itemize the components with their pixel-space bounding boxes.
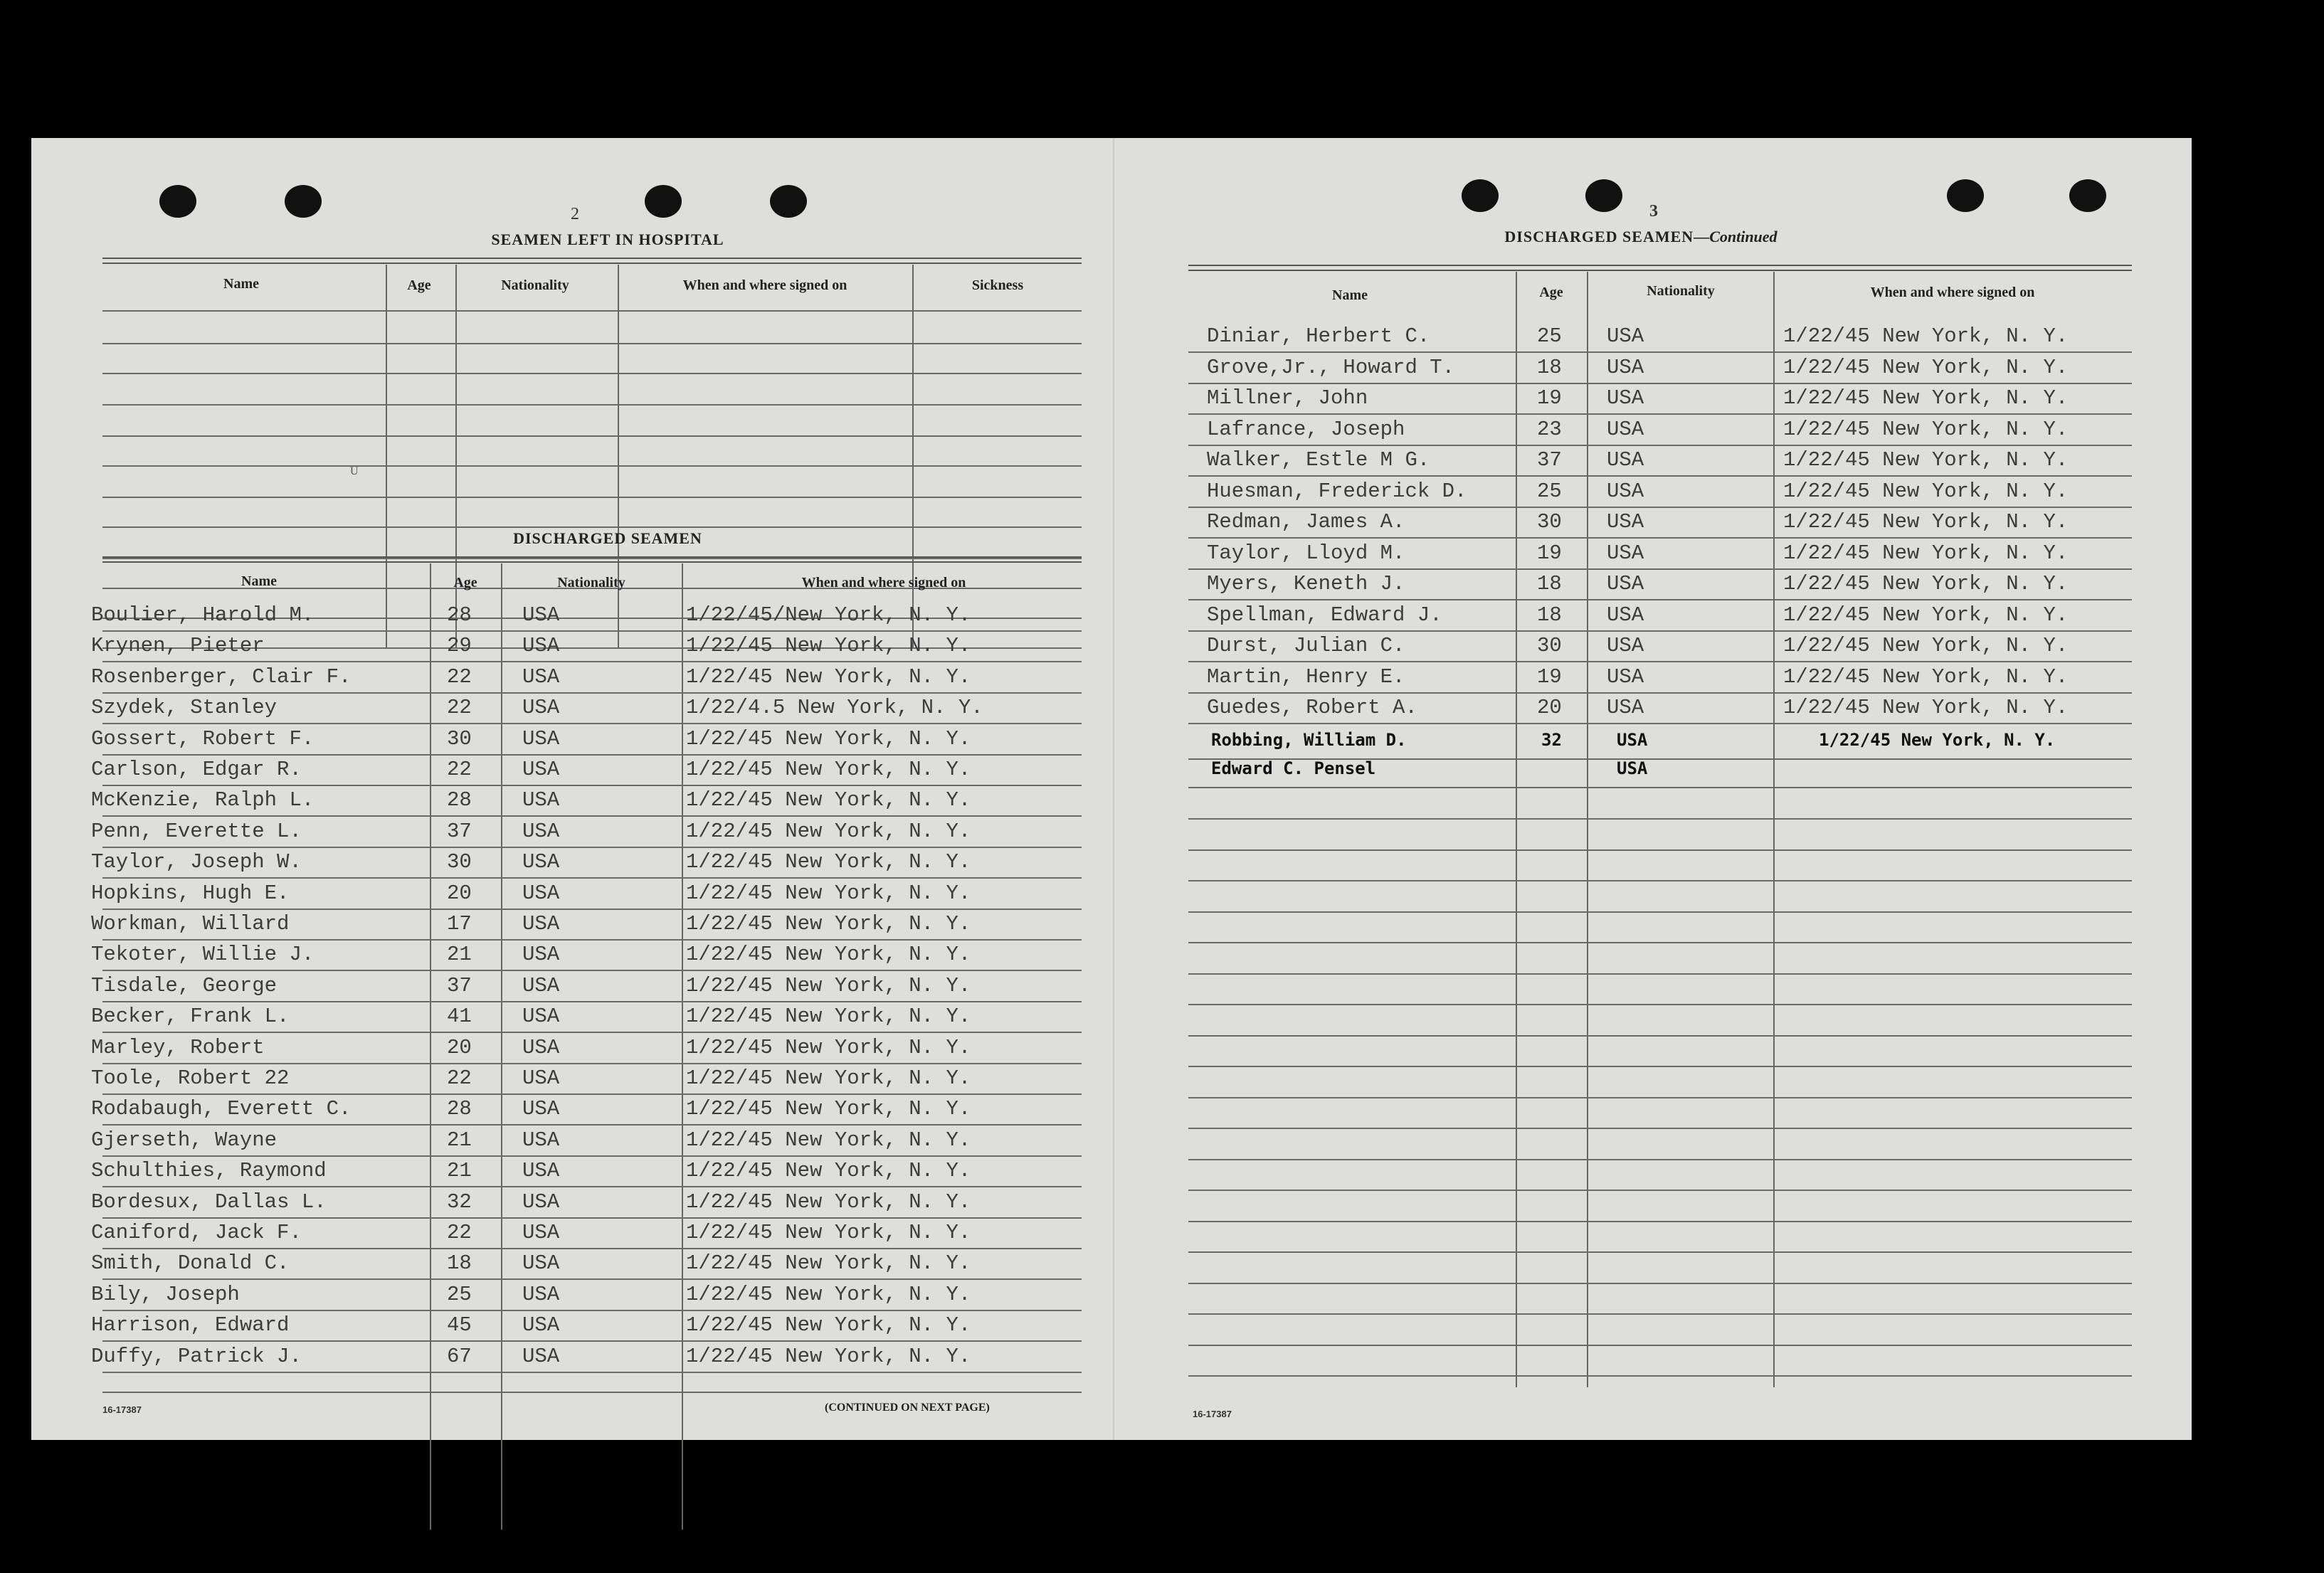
cell-age: 37	[447, 820, 472, 843]
form-number: 16-17387	[102, 1404, 142, 1415]
ruled-line	[102, 1278, 1082, 1280]
ruled-line	[1188, 1251, 2132, 1253]
cell-nationality: USA	[1607, 634, 1644, 657]
cell-age: 19	[1537, 541, 1562, 565]
ruled-line	[1188, 1221, 2132, 1222]
cell-name: Taylor, Lloyd M.	[1207, 541, 1405, 565]
column-divider	[386, 265, 387, 649]
table-row	[1114, 730, 2193, 761]
cell-name: Becker, Frank L.	[91, 1005, 290, 1028]
cell-nationality: USA	[1607, 386, 1644, 410]
cell-name: Penn, Everette L.	[91, 820, 302, 843]
cell-age: 19	[1537, 665, 1562, 689]
ruled-line	[1188, 383, 2132, 384]
discharged-section-title: DISCHARGED SEAMEN	[513, 529, 702, 547]
cell-signed-on: 1/22/45 New York, N. Y.	[686, 1066, 971, 1090]
ruled-line	[1188, 942, 2132, 943]
cell-nationality: USA	[522, 1345, 560, 1368]
cell-name: Diniar, Herbert C.	[1207, 324, 1430, 348]
cell-age: 30	[447, 850, 472, 874]
cell-nationality: USA	[522, 1097, 560, 1121]
cell-nationality: USA	[522, 881, 560, 905]
punch-hole	[285, 185, 322, 218]
cell-name: Martin, Henry E.	[1207, 665, 1405, 689]
cell-name: Duffy, Patrick J.	[91, 1345, 302, 1368]
hospital-header-sickness: Sickness	[971, 277, 1024, 293]
ruled-line	[102, 847, 1082, 848]
cell-name: Myers, Keneth J.	[1207, 572, 1405, 595]
cell-name: Walker, Estle M G.	[1207, 448, 1430, 472]
ruled-line	[1188, 413, 2132, 415]
cell-name: Tisdale, George	[91, 974, 278, 997]
ruled-line	[102, 661, 1082, 662]
cell-name: Bordesux, Dallas L.	[91, 1190, 327, 1214]
cell-name: Schulthies, Raymond	[91, 1159, 327, 1182]
cell-name: Gjerseth, Wayne	[91, 1128, 278, 1152]
cell-age: 22	[447, 1066, 472, 1090]
ruled-line	[102, 526, 1082, 528]
ruled-line	[102, 1032, 1082, 1033]
double-rule	[102, 556, 1082, 563]
ruled-line	[102, 909, 1082, 910]
double-rule	[1188, 265, 2132, 271]
cell-age: 18	[1537, 356, 1562, 379]
ruled-line	[102, 754, 1082, 756]
cell-age: 37	[1537, 448, 1562, 472]
cell-name: Tekoter, Willie J.	[91, 943, 315, 966]
ruled-line	[102, 343, 1082, 344]
cell-name: Smith, Donald C.	[91, 1251, 290, 1275]
continued-note: (CONTINUED ON NEXT PAGE)	[825, 1402, 990, 1414]
ruled-line	[102, 404, 1082, 406]
ruled-line	[102, 497, 1082, 498]
punch-hole	[2069, 179, 2106, 212]
cell-nationality: USA	[522, 943, 560, 966]
ruled-line	[102, 435, 1082, 437]
cell-age: 21	[447, 1159, 472, 1182]
cell-signed-on: 1/22/45 New York, N. Y.	[686, 788, 971, 812]
ruled-line	[1188, 818, 2132, 820]
ruled-line	[102, 970, 1082, 971]
cell-age: 28	[447, 788, 472, 812]
cell-signed-on: 1/22/45 New York, N. Y.	[1783, 480, 2069, 503]
ruled-line	[1188, 661, 2132, 662]
ruled-line	[102, 1155, 1082, 1157]
cell-age: 30	[1537, 634, 1562, 657]
ruled-line	[102, 373, 1082, 374]
punch-hole	[1947, 179, 1984, 212]
ruled-line	[102, 1248, 1082, 1249]
cell-nationality: USA	[1607, 665, 1644, 689]
cell-name: Huesman, Frederick D.	[1207, 480, 1467, 503]
ruled-line	[102, 1310, 1082, 1311]
cell-name: Harrison, Edward	[91, 1313, 290, 1337]
cell-name: Lafrance, Joseph	[1207, 418, 1405, 441]
cell-age: 30	[1537, 510, 1562, 534]
cell-age: 32	[1541, 730, 1562, 750]
cell-signed-on: 1/22/45 New York, N. Y.	[1783, 603, 2069, 627]
cell-age: 19	[1537, 386, 1562, 410]
title-continued: —Continued	[1694, 228, 1778, 245]
cell-signed-on: 1/22/45 New York, N. Y.	[1783, 634, 2069, 657]
cell-nationality: USA	[1607, 541, 1644, 565]
ruled-line	[102, 630, 1082, 632]
header-name: Name	[1332, 287, 1368, 303]
cell-signed-on: 1/22/45 New York, N. Y.	[686, 850, 971, 874]
cell-name: Grove,Jr., Howard T.	[1207, 356, 1455, 379]
cell-name: Szydek, Stanley	[91, 696, 278, 719]
page-number: 2	[571, 205, 579, 223]
cell-signed-on: 1/22/45/New York, N. Y.	[686, 603, 971, 627]
cell-signed-on: 1/22/45 New York, N. Y.	[1783, 356, 2069, 379]
hospital-header-nationality: Nationality	[501, 277, 569, 293]
ruled-line	[102, 692, 1082, 694]
header-age: Age	[1539, 285, 1563, 300]
cell-name: Workman, Willard	[91, 912, 290, 936]
ruled-line	[1188, 351, 2132, 353]
cell-name: Carlson, Edgar R.	[91, 758, 302, 781]
ruled-line	[1188, 507, 2132, 508]
cell-nationality: USA	[522, 634, 560, 657]
ruled-line	[1188, 599, 2132, 600]
cell-nationality: USA	[1607, 324, 1644, 348]
hospital-header-signed-on: When and where signed on	[682, 277, 847, 293]
ruled-line	[1188, 849, 2132, 851]
cell-signed-on: 1/22/45 New York, N. Y.	[1783, 418, 2069, 441]
cell-age: 18	[447, 1251, 472, 1275]
ruled-line	[1188, 723, 2132, 724]
cell-nationality: USA	[1607, 356, 1644, 379]
punch-hole	[645, 185, 682, 218]
cell-signed-on: 1/22/45 New York, N. Y.	[1783, 510, 2069, 534]
cell-nationality: USA	[522, 1190, 560, 1214]
cell-age: 23	[1537, 418, 1562, 441]
ruled-line	[1188, 1313, 2132, 1315]
ruled-line	[102, 785, 1082, 786]
ruled-line	[102, 723, 1082, 724]
cell-age: 18	[1537, 572, 1562, 595]
cell-signed-on: 1/22/45 New York, N. Y.	[1783, 386, 2069, 410]
ruled-line	[102, 1001, 1082, 1002]
cell-nationality: USA	[522, 1066, 560, 1090]
cell-signed-on: 1/22/45 New York, N. Y.	[1783, 541, 2069, 565]
cell-signed-on: 1/22/45 New York, N. Y.	[686, 665, 971, 689]
page-title	[1413, 228, 1869, 246]
left-page	[31, 138, 1113, 1440]
cell-nationality: USA	[522, 912, 560, 936]
cell-signed-on: 1/22/45 New York, N. Y.	[1783, 696, 2069, 719]
ruled-line	[1188, 1128, 2132, 1129]
ruled-line	[1188, 445, 2132, 446]
hospital-header-age: Age	[407, 277, 431, 293]
cell-signed-on: 1/22/45 New York, N. Y.	[686, 974, 971, 997]
cell-age: 37	[447, 974, 472, 997]
ruled-line	[1188, 1283, 2132, 1284]
cell-age: 22	[447, 696, 472, 719]
cell-age: 20	[447, 1036, 472, 1059]
right-page	[1113, 138, 2193, 1440]
cell-signed-on: 1/22/45 New York, N. Y.	[686, 1251, 971, 1275]
cell-signed-on: 1/22/45 New York, N. Y.	[686, 943, 971, 966]
cell-name: Rosenberger, Clair F.	[91, 665, 352, 689]
ruled-line	[1188, 787, 2132, 788]
cell-nationality: USA	[522, 1251, 560, 1275]
punch-hole	[1585, 179, 1622, 212]
cell-signed-on: 1/22/45 New York, N. Y.	[686, 1190, 971, 1214]
cell-nationality: USA	[522, 1005, 560, 1028]
cell-nationality: USA	[1607, 448, 1644, 472]
cell-signed-on: 1/22/45 New York, N. Y.	[686, 1036, 971, 1059]
cell-signed-on: 1/22/45 New York, N. Y.	[686, 1159, 971, 1182]
punch-hole	[1462, 179, 1499, 212]
cell-age: 22	[447, 665, 472, 689]
document-spread	[31, 138, 2192, 1440]
cell-signed-on: 1/22/45 New York, N. Y.	[1819, 730, 2056, 750]
cell-nationality: USA	[1607, 418, 1644, 441]
discharged-header-age: Age	[453, 575, 477, 590]
cell-signed-on: 1/22/45 New York, N. Y.	[686, 820, 971, 843]
discharged-header-name: Name	[241, 573, 277, 589]
cell-name: Taylor, Joseph W.	[91, 850, 302, 874]
ruled-line	[1188, 568, 2132, 570]
ruled-line	[1188, 692, 2132, 694]
cell-signed-on: 1/22/45 New York, N. Y.	[686, 1313, 971, 1337]
cell-name: Krynen, Pieter	[91, 634, 265, 657]
ruled-line	[102, 1063, 1082, 1064]
pencil-mark: U	[350, 465, 359, 477]
cell-signed-on: 1/22/45 New York, N. Y.	[686, 727, 971, 751]
cell-age: 45	[447, 1313, 472, 1337]
cell-nationality: USA	[522, 665, 560, 689]
cell-age: 28	[447, 1097, 472, 1121]
cell-name: McKenzie, Ralph L.	[91, 788, 315, 812]
cell-age: 22	[447, 758, 472, 781]
cell-signed-on: 1/22/45 New York, N. Y.	[686, 881, 971, 905]
cell-name: Caniford, Jack F.	[91, 1221, 302, 1244]
ruled-line	[1188, 911, 2132, 913]
cell-name: Gossert, Robert F.	[91, 727, 315, 751]
ruled-line	[102, 815, 1082, 817]
ruled-line	[1188, 1345, 2132, 1346]
cell-nationality: USA	[522, 1221, 560, 1244]
cell-signed-on: 1/22/45 New York, N. Y.	[686, 758, 971, 781]
cell-age: 17	[447, 912, 472, 936]
ruled-line	[1188, 1004, 2132, 1005]
cell-age: 25	[1537, 324, 1562, 348]
cell-nationality: USA	[522, 1283, 560, 1306]
cell-nationality: USA	[522, 1159, 560, 1182]
punch-hole	[159, 185, 196, 218]
cell-name: Hopkins, Hugh E.	[91, 881, 290, 905]
cell-name: Rodabaugh, Everett C.	[91, 1097, 352, 1121]
ruled-line	[1188, 1035, 2132, 1037]
ruled-line	[102, 1340, 1082, 1342]
cell-age: 25	[1537, 480, 1562, 503]
cell-age: 25	[447, 1283, 472, 1306]
ruled-line	[102, 465, 1082, 467]
ruled-line	[1188, 1375, 2132, 1377]
cell-signed-on: 1/22/45 New York, N. Y.	[1783, 572, 2069, 595]
cell-signed-on: 1/22/45 New York, N. Y.	[686, 1005, 971, 1028]
cell-nationality: USA	[522, 696, 560, 719]
cell-nationality: USA	[522, 1313, 560, 1337]
ruled-line	[102, 1186, 1082, 1187]
cell-age: 32	[447, 1190, 472, 1214]
cell-nationality: USA	[522, 727, 560, 751]
cell-nationality: USA	[1617, 758, 1648, 778]
cell-nationality: USA	[1617, 730, 1648, 750]
cell-name: Marley, Robert	[91, 1036, 265, 1059]
cell-name: Redman, James A.	[1207, 510, 1405, 534]
cell-name: Guedes, Robert A.	[1207, 696, 1417, 719]
ruled-line	[1188, 1097, 2132, 1098]
cell-signed-on: 1/22/45 New York, N. Y.	[686, 1097, 971, 1121]
ruled-line	[102, 939, 1082, 941]
cell-signed-on: 1/22/45 New York, N. Y.	[1783, 448, 2069, 472]
column-divider	[618, 265, 619, 649]
cell-nationality: USA	[1607, 696, 1644, 719]
cell-nationality: USA	[1607, 603, 1644, 627]
cell-age: 21	[447, 1128, 472, 1152]
cell-age: 29	[447, 634, 472, 657]
cell-signed-on: 1/22/4.5 New York, N. Y.	[686, 696, 983, 719]
cell-age: 22	[447, 1221, 472, 1244]
table-row	[1114, 758, 2193, 790]
cell-name: Robbing, William D.	[1211, 730, 1407, 750]
cell-nationality: USA	[522, 758, 560, 781]
cell-age: 28	[447, 603, 472, 627]
cell-nationality: USA	[1607, 572, 1644, 595]
cell-signed-on: 1/22/45 New York, N. Y.	[686, 1128, 971, 1152]
punch-hole	[770, 185, 807, 218]
ruled-line	[1188, 880, 2132, 881]
cell-name: Edward C. Pensel	[1211, 758, 1376, 778]
header-signed-on: When and where signed on	[1870, 285, 2035, 300]
cell-name: Spellman, Edward J.	[1207, 603, 1442, 627]
column-divider	[455, 265, 457, 649]
cell-nationality: USA	[522, 603, 560, 627]
cell-nationality: USA	[522, 788, 560, 812]
discharged-header-nationality: Nationality	[557, 575, 625, 590]
cell-name: Toole, Robert 22	[91, 1066, 290, 1090]
cell-nationality: USA	[522, 1036, 560, 1059]
cell-nationality: USA	[522, 820, 560, 843]
cell-nationality: USA	[1607, 510, 1644, 534]
ruled-line	[102, 1217, 1082, 1219]
form-number: 16-17387	[1193, 1409, 1232, 1419]
cell-nationality: USA	[522, 974, 560, 997]
ruled-line	[102, 310, 1082, 312]
cell-age: 67	[447, 1345, 472, 1368]
cell-nationality: USA	[522, 850, 560, 874]
ruled-line	[1188, 1159, 2132, 1160]
cell-age: 41	[447, 1005, 472, 1028]
hospital-header-name: Name	[223, 276, 259, 292]
ruled-line	[1188, 1190, 2132, 1191]
cell-signed-on: 1/22/45 New York, N. Y.	[686, 912, 971, 936]
cell-signed-on: 1/22/45 New York, N. Y.	[1783, 324, 2069, 348]
cell-name: Millner, John	[1207, 386, 1368, 410]
ruled-line	[1188, 973, 2132, 975]
cell-signed-on: 1/22/45 New York, N. Y.	[686, 634, 971, 657]
hospital-section-title: SEAMEN LEFT IN HOSPITAL	[491, 231, 724, 248]
ruled-line	[1188, 537, 2132, 539]
cell-age: 20	[1537, 696, 1562, 719]
cell-age: 20	[447, 881, 472, 905]
cell-name: Boulier, Harold M.	[91, 603, 315, 627]
discharged-header-signed-on: When and where signed on	[801, 575, 966, 590]
cell-age: 30	[447, 727, 472, 751]
cell-name: Bily, Joseph	[91, 1283, 240, 1306]
cell-nationality: USA	[1607, 480, 1644, 503]
cell-signed-on: 1/22/45 New York, N. Y.	[1783, 665, 2069, 689]
ruled-line	[102, 877, 1082, 879]
ruled-line	[102, 1372, 1082, 1373]
cell-signed-on: 1/22/45 New York, N. Y.	[686, 1283, 971, 1306]
cell-nationality: USA	[522, 1128, 560, 1152]
cell-age: 21	[447, 943, 472, 966]
column-divider	[912, 265, 914, 649]
cell-age: 18	[1537, 603, 1562, 627]
ruled-line	[1188, 630, 2132, 632]
header-nationality: Nationality	[1647, 283, 1715, 299]
double-rule	[102, 258, 1082, 264]
page-number: 3	[1649, 202, 1658, 221]
ruled-line	[1188, 475, 2132, 477]
cell-signed-on: 1/22/45 New York, N. Y.	[686, 1345, 971, 1368]
cell-signed-on: 1/22/45 New York, N. Y.	[686, 1221, 971, 1244]
ruled-line	[1188, 1066, 2132, 1067]
title-text: DISCHARGED SEAMEN	[1504, 228, 1694, 245]
ruled-line	[102, 1392, 1082, 1393]
ruled-line	[102, 1124, 1082, 1126]
cell-name: Durst, Julian C.	[1207, 634, 1405, 657]
ruled-line	[102, 1093, 1082, 1095]
